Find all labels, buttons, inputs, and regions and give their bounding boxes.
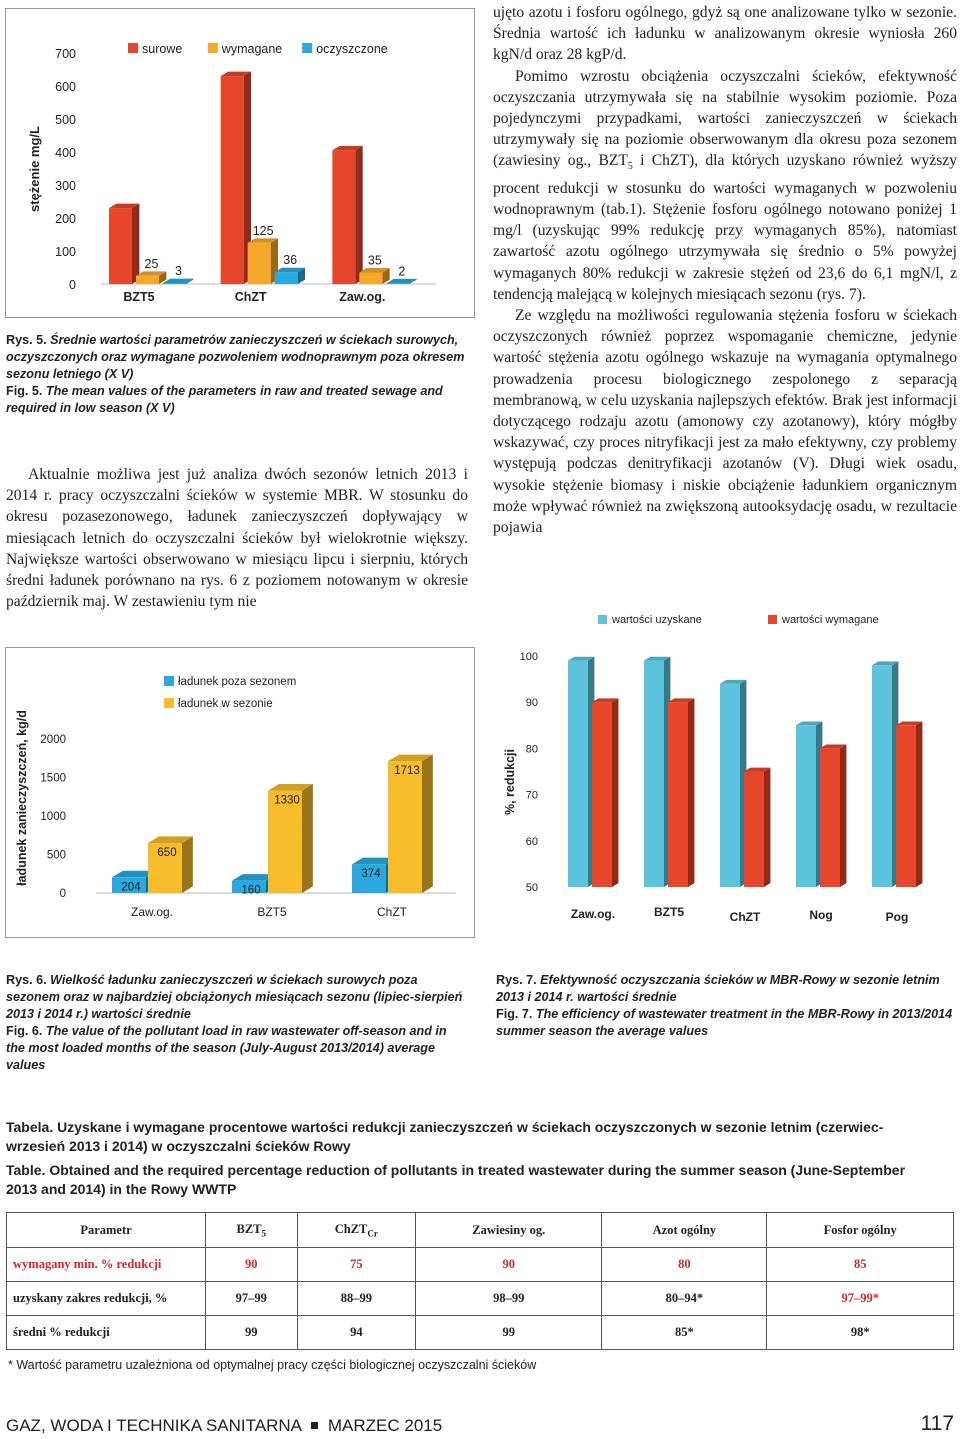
fig5-xtick-0: BZT5 [123,290,155,304]
fig6-datalabel-0-0: 204 [121,881,141,894]
fig5-ytick-7: 700 [55,47,76,61]
table-cell-0-4: 80 [602,1248,767,1282]
fig5-legend-label-1: wymagane [221,42,283,56]
fig6-ylabel: ładunek zanieczyszczeń, kg/d [15,710,29,886]
fig7-bar-0-1-front [592,702,612,887]
right-paragraph-2-sub: 5 [627,161,633,173]
fig7-caption-pl-text: Efektywność oczyszczania ścieków w MBR-Rowy w sezonie letnim 2013 i 2014 r. wartości średnie [496,973,940,1004]
fig5-bar-1-1-front [248,243,271,284]
table-title-pl-text: Uzyskane i wymagane procentowe wartości redukcji zanieczyszczeń w ściekach oczyszczonych w sezonie letnim (czerwiec-wrzesień 2013 i 2014) w oczyszczalni ścieków Rowy [6,1119,884,1154]
reduction-table [6,1212,954,1350]
fig7-bar-1-1-side [688,698,694,887]
right-paragraph-2b: i ChZT), dla których uzyskano również wyższy procent redukcji w stosunku do wartości wymaganych w pozwoleniu wodnoprawnym (tab.1). Stężenie fosforu ogólnego notowano poniżej 1 mg/l (uzyskując 99% redukcję przy wymaganych 85%), natomiast zawartość azotu ogólnego utrzymywała się średnio o 5% powyżej wymaganych 80% redukcji w zakresie stężeń od 23,6 do 6,1 mgN/l, z tendencją malejącą w kolejnych miesiącach sezonu (rys. 7). [493,152,958,303]
fig6-ytick-0: 0 [59,888,66,900]
fig7-caption-pl [496,972,958,1006]
fig6-datalabel-0-1: 650 [157,846,177,859]
fig6-ytick-1: 500 [46,849,66,862]
fig7-caption [496,972,958,1040]
table-header-text-4: Azot ogólny [652,1222,717,1237]
fig5-bar-2-0 [332,146,362,284]
right-paragraph-1: ujęto azotu i fosforu ogólnego, gdyż są one analizowane tylko w sezonie. Średnia wartość ich ładunku w analizowanym okresie wyniosła 260 kgN/d oraz 28 kgP/d. [493,4,957,64]
fig6-caption-en [6,1023,468,1074]
fig5-datalabel-0-1: 25 [144,256,159,271]
fig6-xtick-1: BZT5 [257,905,287,919]
fig7-bar-2-1-front [744,772,764,888]
table-title [6,1118,906,1198]
fig5-bar-0-2-front [163,283,186,284]
fig6-caption [6,972,468,1074]
table-header-4 [602,1213,767,1248]
fig6-ytick-3: 1500 [40,772,66,785]
fig6-svg [6,648,474,937]
fig7-bar-2-0-front [720,684,740,887]
table-cell-0-2: 75 [297,1248,416,1282]
table-cell-2-2: 94 [297,1316,416,1350]
table-cell-1-1: 97–99 [206,1282,298,1316]
fig6-legend-label-0: ładunek poza sezonem [178,676,297,688]
table-cell-2-0: średni % redukcji [7,1316,206,1350]
fig5-bar-0-1 [136,271,166,284]
table-row [7,1316,954,1350]
fig5-svg [6,9,474,317]
fig5-bar-1-2 [275,268,305,284]
fig5-bar-1-0 [221,72,251,284]
fig7-legend-swatch-1 [768,615,777,624]
fig5-ytick-3: 300 [55,179,76,193]
fig7-legend-label-1: wartości wymagane [782,614,879,626]
fig7-bar-3-0-front [796,725,816,887]
fig7-svg [490,600,960,940]
fig5-bar-0-2 [163,279,193,284]
table-header-sub-1: 5 [261,1228,267,1239]
fig7-legend-swatch-0 [598,615,607,624]
fig5-datalabel-1-2: 36 [283,253,298,268]
fig7-bar-1-0 [644,657,670,887]
fig7-bar-0-1 [592,698,618,887]
footer-issue: MARZEC 2015 [327,1416,443,1435]
table-header-3 [416,1213,602,1248]
fig6-caption-pl [6,972,468,1023]
fig7-caption-en-lab: Fig. 7. [496,1007,533,1021]
table-cell-2-5: 98* [767,1316,954,1350]
fig5-ytick-4: 400 [55,146,76,160]
fig6-bar-2-1-side [422,755,433,893]
fig6-ytick-4: 2000 [40,734,66,746]
right-paragraph-2 [493,66,957,305]
table-header-sub-2: Cr [367,1228,378,1239]
fig5-ytick-2: 200 [55,212,76,226]
fig5-datalabel-1-1: 125 [252,223,274,238]
fig7-bar-1-1-front [668,702,688,887]
table-cell-2-3: 99 [416,1316,602,1350]
table-row [7,1282,954,1316]
fig5-datalabel-0-2: 3 [175,264,182,279]
fig5-legend-swatch-2 [302,43,312,53]
fig5-legend-swatch-0 [128,43,138,53]
fig5-bar-1-0-front [221,76,244,284]
fig5-bar-2-2 [386,279,416,284]
fig5-caption-en-text: The mean values of the parameters in raw and treated sewage and required in low season (X V) [6,384,443,415]
fig5-legend-swatch-1 [208,43,218,53]
right-paragraph-2a: Pomimo wzrostu obciążenia oczyszczalni ścieków, efektywność oczyszczania utrzymywała się na stabilnie wysokim poziomie. Poza pojedynczymi przypadkami, wartości zanieczyszczeń w ściekach utrzymywały się na poziomie obserwowanym dla okresu poza sezonem (zawiesiny og., BZT [493,67,957,170]
fig5-bar-2-2-front [386,283,409,284]
fig7-bar-0-0-front [568,661,588,887]
table-footnote: * Wartość parametru uzależniona od optymalnej pracy części biologicznej oczyszczalni ścieków [8,1358,537,1372]
fig5-ylabel: stężenie mg/L [27,126,42,212]
fig7-ytick-1: 60 [525,835,538,848]
fig6-xtick-0: Zaw.og. [130,905,174,919]
table-cell-1-5: 97–99* [767,1282,954,1316]
fig6-datalabel-2-0: 374 [361,868,381,881]
fig6-datalabel-1-1: 1330 [274,794,300,807]
table-cell-2-4: 85* [602,1316,767,1350]
right-paragraph-3: Ze względu na możliwości regulowania stężenia fosforu w ściekach oczyszczonych również poprzez wspomaganie chemiczne, jedynie wartość stężenia azotu ogólnego wskazuje na wymagania optymalnego prowadzenia procesu biologicznego zespolonego z separacją membranową, w celu uzyskania najlepszych efektów. Brak jest informacji dotyczącego rodzaju azotu (amonowy czy azotanowy), który mógłby wskazywać, czy proces nitryfikacji jest za mało efektywny, czy problemy występują podczas denitryfikacji azotanów (V). Długi wiek osadu, wysokie stężenie biomasy i niskie obciążenie ładunkiem organicznym może wpływać również na zwiększoną autooksydację osadu, w rezultacie pojawia [493,306,957,536]
fig5-ytick-0: 0 [69,278,76,292]
fig5-ytick-5: 500 [55,113,76,127]
fig6-ytick-2: 1000 [40,811,66,823]
fig7-caption-en-text: The efficiency of wastewater treatment in the MBR-Rowy in 2013/2014 summer season the average values [496,1007,953,1038]
table-row [7,1248,954,1282]
fig7-xtick-3: Nog [809,908,833,922]
fig5-ytick-6: 600 [55,80,76,94]
fig5-bar-0-1-front [136,276,159,284]
fig7-xtick-4: Pog [885,910,909,924]
fig5-bar-2-1 [359,268,389,284]
fig5-ytick-1: 100 [55,245,76,259]
fig7-chart [490,600,960,940]
left-paragraph: Aktualnie możliwa jest już analiza dwóch sezonów letnich 2013 i 2014 r. pracy oczyszczalni ścieków w systemie MBR. W stosunku do okresu pozasezonowego, ładunek zanieczyszczeń dopływający w miesiącach letnich do oczyszczalni ścieków był wielokrotnie większy. Największe wartości obserwowano w miesiącu lipcu i sierpniu, których średni ładunek porównano na rys. 6 z poziomem notowanym w okresie październik maj. W zestawieniu tym nie [6,466,468,611]
fig7-bar-4-1 [896,721,922,887]
fig6-legend-swatch-0 [164,676,174,686]
fig7-ytick-4: 90 [525,697,538,710]
fig7-bar-1-1 [668,698,694,887]
fig7-ytick-5: 100 [519,651,538,663]
fig6-bar-2-1-front [388,761,422,893]
table-header-text-1: BZT [236,1221,262,1236]
table-cell-1-0: uzyskany zakres redukcji, % [7,1282,206,1316]
fig7-bar-3-1-side [840,745,846,887]
fig7-bar-3-0 [796,721,822,887]
page-footer [6,1412,956,1438]
fig6-caption-en-lab: Fig. 6. [6,1024,43,1038]
fig5-bar-1-2-front [275,272,298,284]
table-header-0 [7,1213,206,1248]
fig7-ylabel: %, redukcji [503,749,517,815]
fig6-datalabel-2-1: 1713 [394,765,420,778]
fig7-bar-4-1-side [916,721,922,887]
fig7-bar-4-0 [872,661,898,887]
fig5-bar-0-2-top [163,279,193,283]
table-body [7,1248,954,1350]
table-header-row [7,1213,954,1248]
fig5-caption-pl-lab: Rys. 5. [6,333,47,347]
table-header-text-2: ChZT [334,1221,368,1236]
table-cell-1-3: 98–99 [416,1282,602,1316]
journal-name: GAZ, WODA I TECHNIKA SANITARNA [6,1416,302,1435]
fig5-caption-pl [6,332,468,383]
fig6-chart [5,647,475,938]
fig7-bar-4-1-front [896,725,916,887]
table-cell-0-3: 90 [416,1248,602,1282]
table-cell-0-0: wymagany min. % redukcji [7,1248,206,1282]
fig6-caption-pl-text: Wielkość ładunku zanieczyszczeń w ściekach surowych poza sezonem oraz w najbardziej obciążonych miesiącach sezonu (lipiec-sierpień 2013 i 2014 r.) wartości średnie [6,973,463,1021]
fig7-xtick-1: BZT5 [654,905,684,919]
table-title-en [6,1161,906,1198]
fig7-bar-4-0-front [872,665,892,887]
fig7-caption-pl-lab: Rys. 7. [496,973,537,987]
fig7-ytick-2: 70 [525,789,538,802]
fig7-bar-2-1 [744,768,770,887]
table-title-en-lab: Table. [6,1162,46,1178]
fig7-xtick-0: Zaw.og. [570,907,616,921]
fig6-legend-swatch-1 [164,698,174,708]
table-header-1 [206,1213,298,1248]
page-number: 117 [920,1412,954,1435]
fig5-datalabel-2-2: 2 [398,264,406,279]
fig6-caption-pl-lab: Rys. 6. [6,973,47,987]
table-title-pl-lab: Tabela. [6,1119,54,1135]
table-header-2 [297,1213,416,1248]
table-cell-1-4: 80–94* [602,1282,767,1316]
fig7-bar-0-1-side [612,698,618,887]
fig6-bar-0-1-side [182,836,193,893]
fig6-legend-label-1: ładunek w sezonie [178,698,273,710]
fig5-bar-1-1 [248,238,278,284]
fig7-legend-label-0: wartości uzyskane [612,614,702,626]
table-header-text-3: Zawiesiny og. [472,1222,546,1237]
fig7-caption-en [496,1006,958,1040]
fig5-datalabel-2-1: 35 [367,253,382,268]
fig7-bar-0-0 [568,657,594,887]
fig6-caption-en-text: The value of the pollutant load in raw wastewater off-season and in the most loaded months of the season (July-August 2013/2014) average values [6,1024,447,1072]
table-cell-1-2: 88–99 [297,1282,416,1316]
fig7-bar-3-1 [820,745,846,887]
table-header-text-0: Parametr [80,1222,132,1237]
fig6-xtick-2: ChZT [377,905,407,919]
right-column-text [493,2,957,538]
table-cell-0-1: 90 [206,1248,298,1282]
fig5-xtick-1: ChZT [234,290,267,304]
fig5-chart [5,8,475,318]
fig7-bar-3-1-front [820,748,840,887]
fig6-datalabel-1-0: 160 [241,884,261,897]
fig5-bar-0-0-side [132,204,139,284]
fig5-caption-en [6,383,468,417]
fig5-legend-label-0: surowe [142,42,183,56]
fig5-caption-en-lab: Fig. 5. [6,384,43,398]
fig5-bar-0-0 [109,204,139,284]
table-title-en-text: Obtained and the required percentage reduction of pollutants in treated wastewater during the summer season (June-September 2013 and 2014) in the Rowy WWTP [6,1162,906,1197]
fig5-bar-2-0-side [355,146,362,284]
table-header-5 [767,1213,954,1248]
fig5-legend-label-2: oczyszczone [316,42,388,56]
left-column-text [6,464,468,612]
fig7-xtick-2: ChZT [729,910,761,924]
fig7-bar-2-0 [720,680,746,887]
table-header-text-5: Fosfor ogólny [823,1222,897,1237]
fig6-bar-0-1 [148,836,193,893]
fig7-bar-1-0-front [644,661,664,887]
table-cell-0-5: 85 [767,1248,954,1282]
fig5-xtick-2: Zaw.og. [339,290,386,304]
table-cell-2-1: 99 [206,1316,298,1350]
fig5-caption-pl-text: Średnie wartości parametrów zanieczyszczeń w ściekach surowych, oczyszczonych oraz wymagane pozwoleniem wodnoprawnym poza okresem sezonu letniego (X V) [6,333,465,381]
fig5-bar-2-1-front [359,272,382,284]
fig7-ytick-0: 50 [525,882,538,894]
fig7-ytick-3: 80 [525,743,538,756]
fig5-bar-2-2-top [386,279,416,283]
fig6-bar-1-1-side [302,784,313,893]
fig5-bar-2-0-front [332,150,355,284]
table-title-pl [6,1118,906,1155]
fig5-caption [6,332,468,417]
fig7-bar-2-1-side [764,768,770,887]
fig5-bar-0-0-front [109,208,132,284]
footer-square-icon [311,1422,318,1429]
